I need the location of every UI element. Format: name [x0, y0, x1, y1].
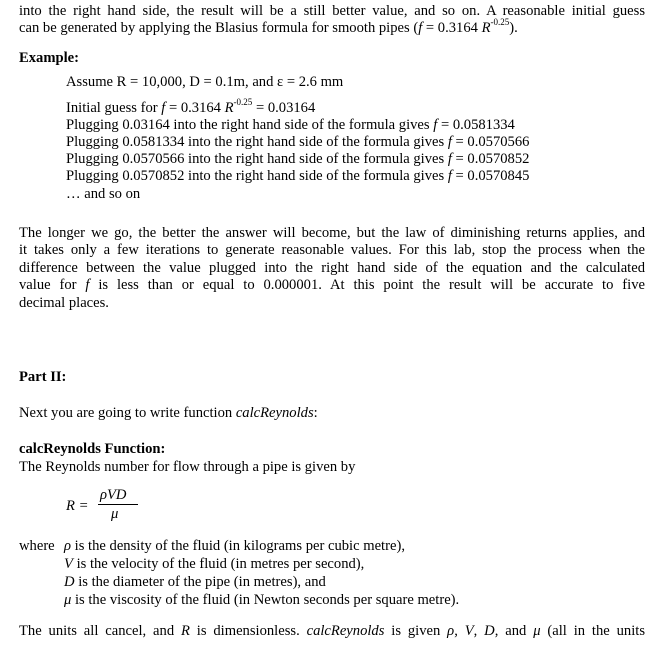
var-v: V is the velocity of the fluid (in metres per second), [64, 556, 365, 572]
example-plug-line: Plugging 0.0581334 into the right hand side of the formula gives f = 0.0570566 [66, 134, 530, 150]
example-plug-line: Plugging 0.03164 into the right hand side of the formula gives f = 0.0581334 [66, 117, 515, 133]
example-heading: Example: [19, 50, 79, 66]
example-initial-guess: Initial guess for f = 0.3164 $R^{-0.25} = 0.03164$ [66, 97, 316, 116]
formula-lhs: R = [66, 498, 89, 514]
var-mu: μ is the viscosity of the fluid (in Newton seconds per square metre). [64, 592, 460, 608]
closing-line: The units all cancel, and R is dimensionless. calcReynolds is given ρ, V, D, and μ (all in the units [19, 623, 646, 639]
part2-next: Next you are going to write function calcReynolds: [19, 405, 318, 421]
fraction-bar [98, 504, 138, 505]
intro-line-2: can be generated by applying the Blasius formula for smooth pipes (f = 0.3164 $R^{-0.25}$). [19, 17, 518, 36]
calc-heading: calcReynolds Function: [19, 441, 166, 457]
example-and-so-on: … and so on [66, 186, 141, 202]
paragraph2-line-1: The longer we go, the better the answer will become, but the law of diminishing returns applies, and [19, 225, 645, 241]
formula-numerator: ρVD [100, 487, 127, 503]
example-plug-line: Plugging 0.0570566 into the right hand side of the formula gives f = 0.0570852 [66, 151, 530, 167]
reynolds-formula [66, 487, 146, 527]
example-plug-line: Plugging 0.0570852 into the right hand side of the formula gives f = 0.0570845 [66, 168, 530, 184]
intro-line-1: into the right hand side, the result will be a still better value, and so on. A reasonable initial guess [19, 3, 645, 19]
where-label: where [19, 538, 55, 554]
calc-intro: The Reynolds number for flow through a pipe is given by [19, 459, 356, 475]
var-rho: ρ is the density of the fluid (in kilograms per cubic metre), [64, 538, 405, 554]
part2-heading: Part II: [19, 369, 67, 385]
paragraph2-line-5: decimal places. [19, 295, 109, 311]
paragraph2-line-2: it takes only a few iterations to generate reasonable values. For this lab, stop the process when the [19, 242, 645, 258]
example-assume: Assume R = 10,000, D = 0.1m, and ε = 2.6 mm [66, 74, 344, 90]
paragraph2-line-4: value for f is less than or equal to 0.000001. At this point the result will be accurate to five [19, 277, 645, 293]
var-d: D is the diameter of the pipe (in metres), and [64, 574, 326, 590]
formula-denominator: μ [111, 506, 119, 522]
paragraph2-line-3: difference between the value plugged into the right hand side of the equation and the calculated [19, 260, 645, 276]
